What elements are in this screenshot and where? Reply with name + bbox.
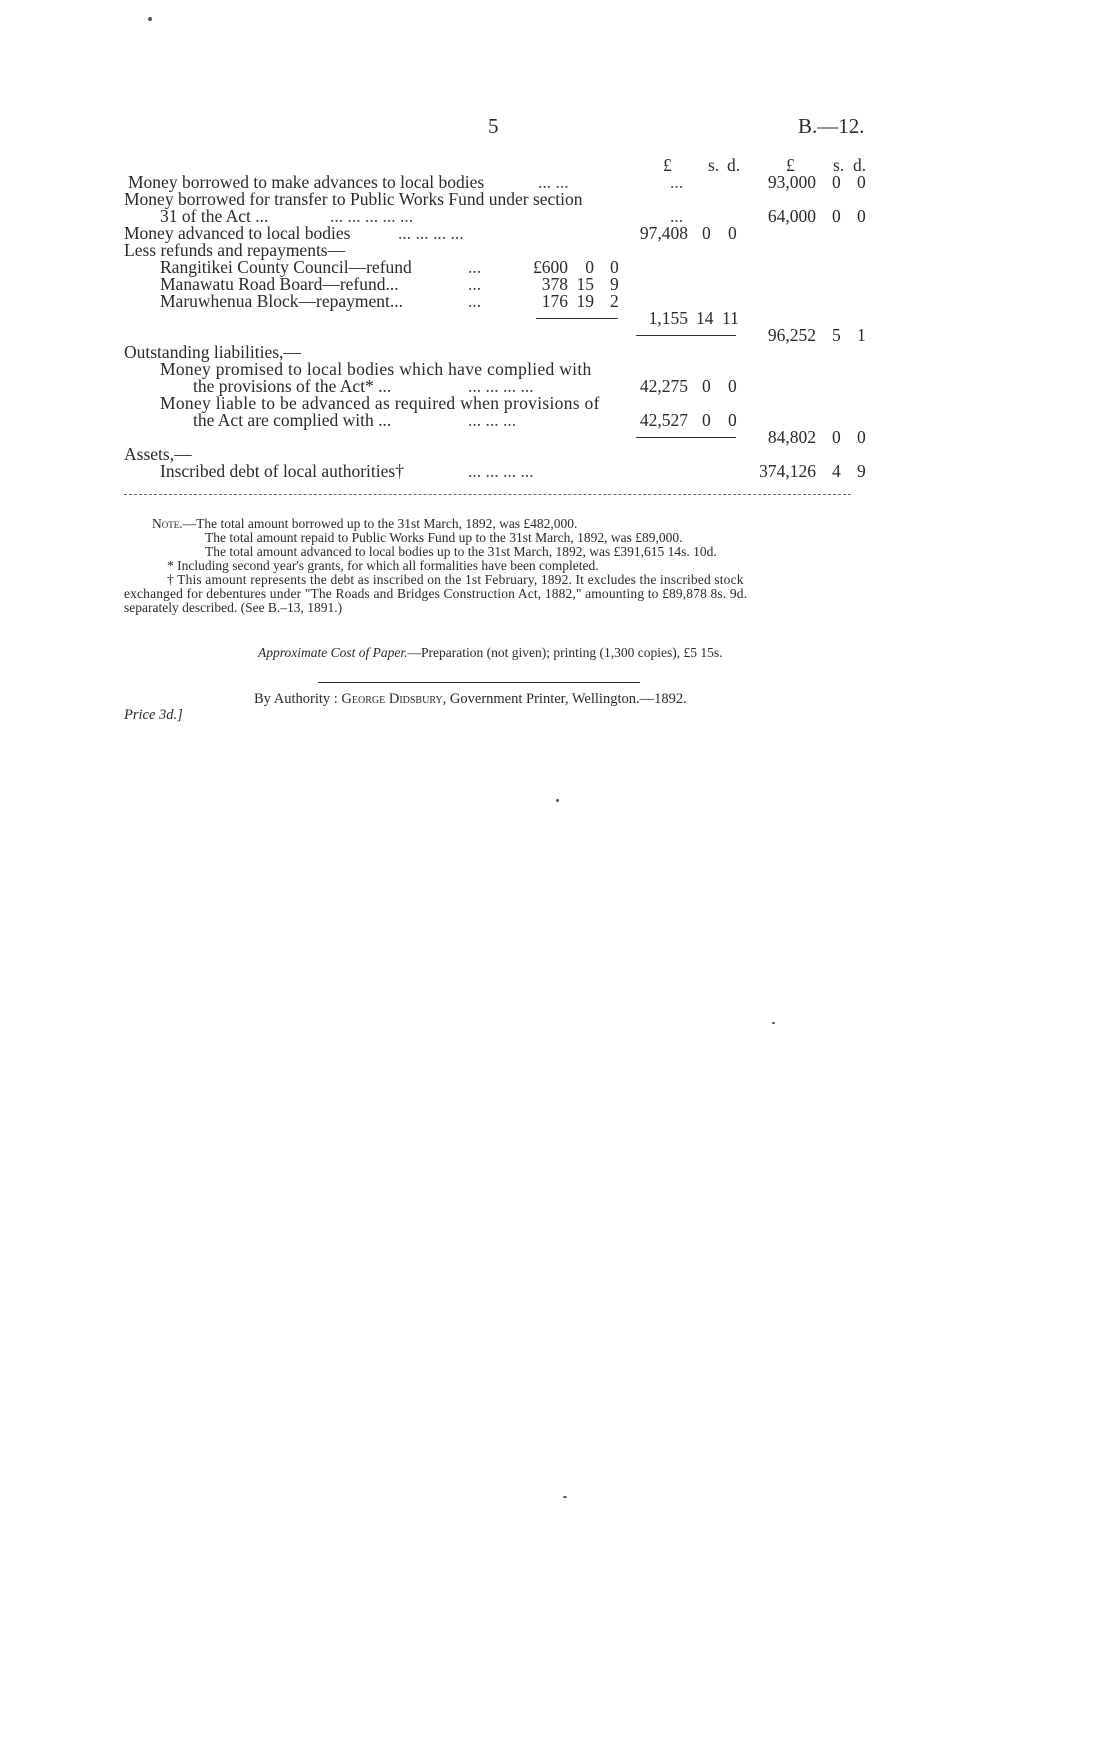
col1-pence-header: d. bbox=[727, 155, 741, 175]
amount-shillings: 0 bbox=[702, 410, 711, 430]
cost-label: Approximate Cost of Paper. bbox=[258, 645, 408, 660]
amount-pounds: 97,408 bbox=[639, 223, 688, 243]
printer-name: George Didsbury bbox=[341, 691, 443, 707]
amount-pounds: 374,126 bbox=[759, 461, 816, 481]
amount-pence: 9 bbox=[857, 461, 866, 481]
refund-pounds: £600 bbox=[533, 257, 568, 277]
note-text: —The total amount borrowed up to the 31st March, 1892, was £482,000. bbox=[182, 516, 578, 531]
sum-rule bbox=[636, 437, 736, 438]
document-reference: B.—12. bbox=[798, 114, 865, 138]
refund-shillings: 19 bbox=[576, 291, 594, 311]
amount-pounds: 93,000 bbox=[767, 172, 816, 192]
amount-pounds: 96,252 bbox=[767, 325, 816, 345]
row-leaders: ... ... ... ... bbox=[468, 376, 534, 396]
amount-pounds: 64,000 bbox=[767, 206, 816, 226]
amount-shillings: 0 bbox=[832, 427, 841, 447]
amount-pence: 1 bbox=[857, 325, 866, 345]
amount-shillings: 0 bbox=[832, 206, 841, 226]
row-leaders: ... ... ... bbox=[468, 410, 517, 430]
refund-shillings: 15 bbox=[576, 274, 594, 294]
table-bottom-rule bbox=[124, 494, 851, 495]
amount-shillings: 0 bbox=[702, 376, 711, 396]
col2-pound-header: £ bbox=[786, 155, 795, 175]
amount-pounds: 84,802 bbox=[767, 427, 816, 447]
row-label: Assets,— bbox=[124, 444, 192, 464]
scan-speck bbox=[563, 1496, 567, 1498]
amount-shillings: 0 bbox=[702, 223, 711, 243]
amount-pounds: 42,275 bbox=[639, 376, 688, 396]
amount-shillings: 4 bbox=[832, 461, 841, 481]
row-label: Money promised to local bodies which have complied with bbox=[160, 359, 592, 379]
row-label: Money liable to be advanced as required when provisions of bbox=[160, 393, 600, 413]
row-label-continued: 31 of the Act ... bbox=[160, 206, 269, 226]
amount-shillings: 5 bbox=[832, 325, 841, 345]
row-label: Inscribed debt of local authorities† bbox=[160, 461, 404, 481]
footnote-dagger-continued: separately described. (See B.–13, 1891.) bbox=[124, 600, 343, 615]
sum-rule bbox=[536, 318, 618, 319]
note-line: The total amount advanced to local bodies up to the 31st March, 1892, was £391,615 14s. 10d. bbox=[205, 544, 717, 559]
refund-pounds: 176 bbox=[541, 291, 568, 311]
page-number: 5 bbox=[488, 114, 499, 138]
refund-label: Manawatu Road Board—refund... bbox=[160, 274, 399, 294]
row-leaders: ... ... ... ... bbox=[468, 461, 534, 481]
scan-speck bbox=[772, 1022, 775, 1024]
amount-pence: 0 bbox=[857, 427, 866, 447]
row-label: Outstanding liabilities,— bbox=[124, 342, 301, 362]
col1-pound-header: £ bbox=[663, 155, 672, 175]
amount-pence: 0 bbox=[857, 206, 866, 226]
amount-shillings: 0 bbox=[832, 172, 841, 192]
row-leaders: ... bbox=[468, 274, 482, 294]
refund-label: Maruwhenua Block—repayment... bbox=[160, 291, 403, 311]
amount-pence: 0 bbox=[728, 223, 737, 243]
authority-suffix: , Government Printer, Wellington.—1892. bbox=[442, 691, 687, 707]
row-label-continued: the provisions of the Act* ... bbox=[193, 376, 392, 396]
amount-pounds: 1,155 bbox=[648, 308, 688, 328]
refund-pence: 2 bbox=[610, 291, 619, 311]
row-label: Money advanced to local bodies bbox=[124, 223, 351, 243]
amount-pence: 0 bbox=[728, 410, 737, 430]
row-leaders: ... bbox=[468, 291, 482, 311]
row-leaders: ... ... ... ... ... bbox=[330, 206, 414, 226]
row-label: Money borrowed for transfer to Public Works Fund under section bbox=[124, 189, 583, 209]
refund-label: Rangitikei County Council—refund bbox=[160, 257, 412, 277]
refund-shillings: 0 bbox=[585, 257, 594, 277]
footnote-dagger-continued: exchanged for debentures under "The Roads and Bridges Construction Act, 1882," amounting to £89,878 8s. 9d. bbox=[124, 586, 748, 601]
row-leaders: ... ... bbox=[538, 172, 569, 192]
refund-pence: 0 bbox=[610, 257, 619, 277]
amount-pence: 0 bbox=[857, 172, 866, 192]
note-line bbox=[152, 517, 577, 531]
amount-shillings: 14 bbox=[696, 308, 714, 328]
row-label: Money borrowed to make advances to local bodies bbox=[128, 172, 485, 192]
scan-speck bbox=[148, 17, 152, 21]
row-leaders: ... ... ... ... bbox=[398, 223, 464, 243]
col2-pence-header: d. bbox=[853, 155, 867, 175]
authority-prefix: By Authority : bbox=[254, 691, 342, 707]
footnote-star: * Including second year's grants, for which all formalities have been completed. bbox=[167, 558, 599, 573]
authority-rule bbox=[318, 682, 640, 683]
amount-pence: 11 bbox=[722, 308, 739, 328]
refund-pounds: 378 bbox=[541, 274, 568, 294]
amount-pounds: 42,527 bbox=[639, 410, 688, 430]
price: Price 3d.] bbox=[124, 707, 183, 723]
amount-pence: 0 bbox=[728, 376, 737, 396]
note-line: The total amount repaid to Public Works Fund up to the 31st March, 1892, was £89,000. bbox=[205, 530, 683, 545]
row-label-continued: the Act are complied with ... bbox=[193, 410, 392, 430]
scan-speck bbox=[556, 799, 559, 802]
row-leaders: ... bbox=[670, 206, 684, 226]
row-leaders: ... bbox=[670, 172, 684, 192]
row-label: Less refunds and repayments— bbox=[124, 240, 346, 260]
sum-rule bbox=[636, 335, 736, 336]
note-label: Note. bbox=[152, 516, 183, 531]
cost-text: —Preparation (not given); printing (1,300 copies), £5 15s. bbox=[407, 645, 723, 660]
refund-pence: 9 bbox=[610, 274, 619, 294]
authority-line bbox=[254, 692, 687, 706]
row-leaders: ... bbox=[468, 257, 482, 277]
col1-shilling-header: s. bbox=[708, 155, 720, 175]
footnote-dagger: † This amount represents the debt as inscribed on the 1st February, 1892. It excludes the inscribed stock bbox=[167, 572, 744, 587]
cost-line bbox=[258, 646, 722, 660]
col2-shilling-header: s. bbox=[833, 155, 845, 175]
